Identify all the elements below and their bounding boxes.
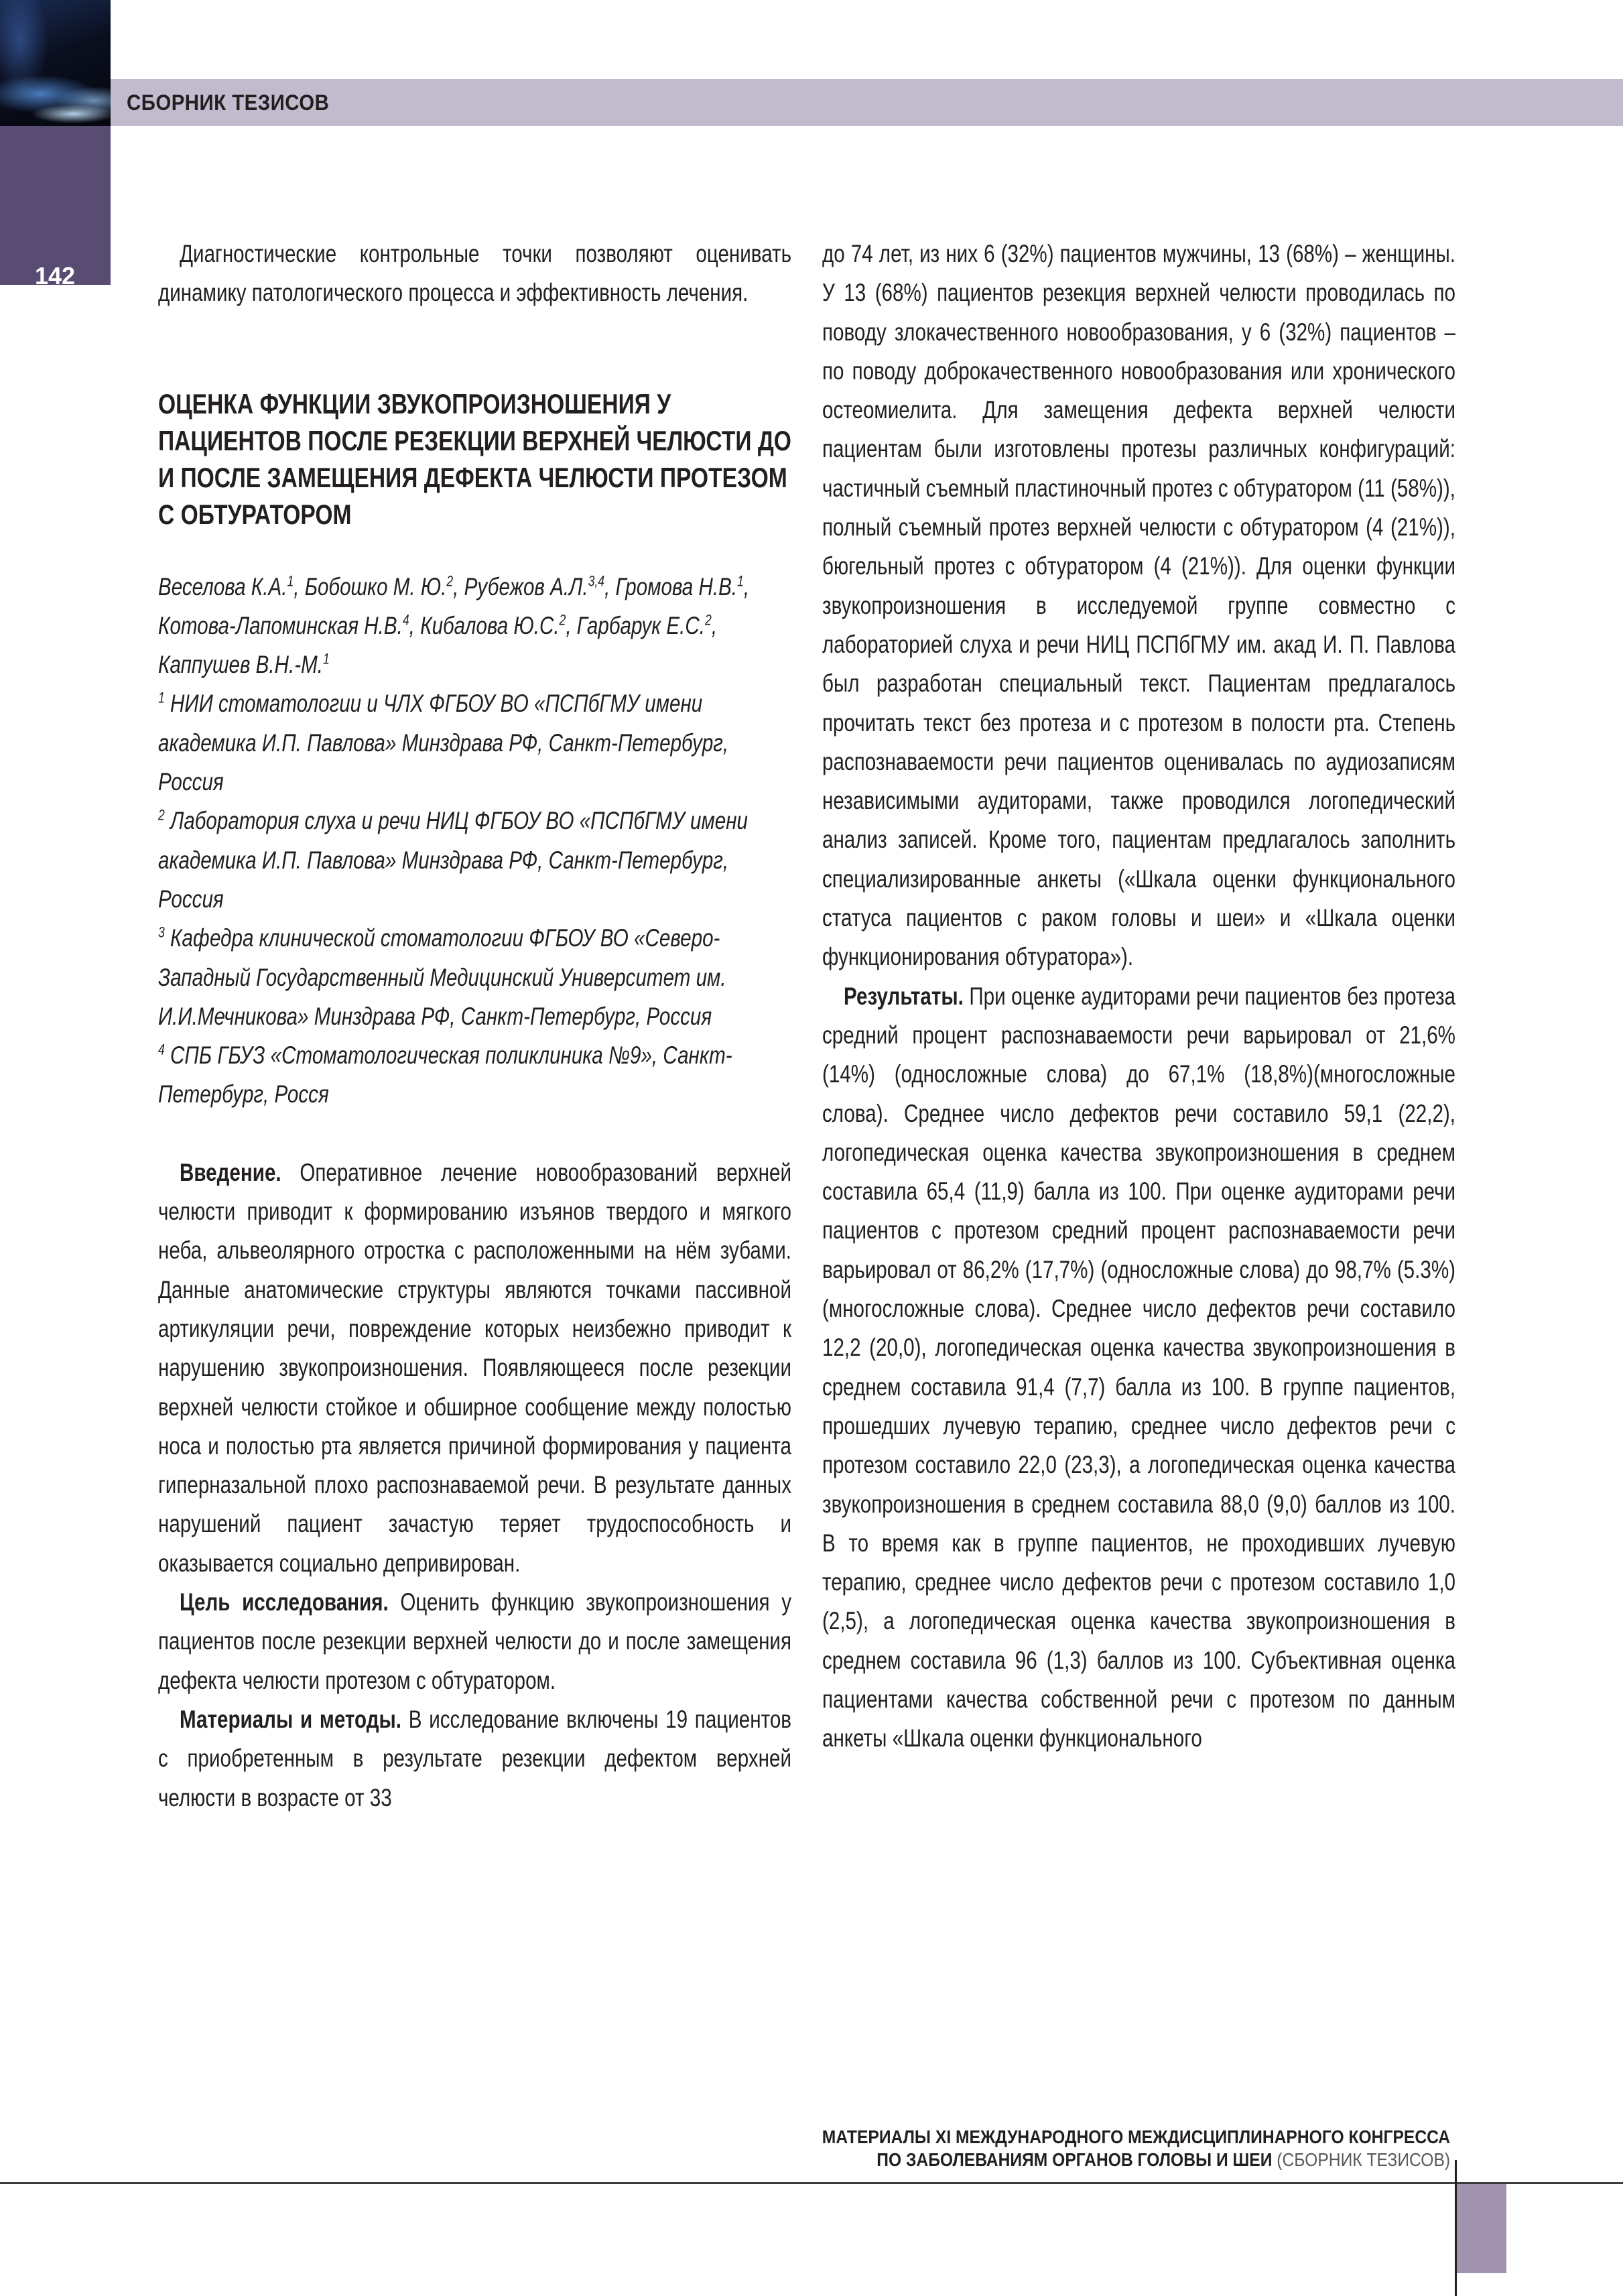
running-header-bar <box>111 79 1623 126</box>
footer-line-2-light: (СБОРНИК ТЕЗИСОВ) <box>1272 2149 1450 2170</box>
affiliation-marker: 1 <box>737 572 744 590</box>
section-text-introduction: Оперативное лечение новообразований верхней челюсти приводит к формированию изъянов твердого и мягкого неба, альвеолярного отростка с расположенными на нём зубами. Данные анатомические структуры являются точками пассивной артикуляции речи, повреждение которых неизбежно приводит к нарушению звукопроизношения. Появляющееся после резекции верхней челюсти стойкое и обширное сообщение между полостью носа и полостью рта является причиной формирования у пациента гиперназальной плохо распознаваемой речи. В результате данных нарушений пациент зачастую теряет трудоспособность и оказывается социально депривирован. <box>158 1158 792 1577</box>
affiliation-number: 2 <box>158 807 165 824</box>
affiliation-number: 1 <box>158 690 165 707</box>
affiliation-marker: 1 <box>322 650 330 667</box>
author-name: Каппушев В.Н.-М. <box>158 651 323 679</box>
affiliation: $^2$ Лаборатория слуха и речи НИЦ ФГБОУ ВО «ПСПбГМУ имени академика И.П. Павлова» Минздрава РФ, Санкт-Петербург, Россия <box>158 807 748 913</box>
affiliation-number: 3 <box>158 923 165 941</box>
author-list <box>158 568 791 1114</box>
affiliation-marker: 3,4 <box>588 572 605 590</box>
author-name: Котова-Лапоминская Н.В. <box>158 611 403 639</box>
footer-line-1: МАТЕРИАЛЫ XI МЕЖДУНАРОДНОГО МЕЖДИСЦИПЛИНАРНОГО КОНГРЕССА <box>822 2126 1450 2147</box>
affiliation-marker: 2 <box>446 572 454 590</box>
section-aim <box>158 1583 791 1700</box>
footer-line-2 <box>822 2149 1450 2171</box>
author-name: Кибалова Ю.С. <box>420 611 560 639</box>
author-name: Веселова К.А. <box>158 572 287 600</box>
affiliation-marker: 4 <box>402 611 409 629</box>
affiliation: $^1$ НИИ стоматологии и ЧЛХ ФГБОУ ВО «ПСПбГМУ имени академика И.П. Павлова» Минздрава РФ, Санкт-Петербург, Россия <box>158 690 729 796</box>
section-text-aim: Оценить функцию звукопроизношения у пациентов после резекции верхней челюсти до и после замещения дефекта челюсти протезом с обтуратором. <box>158 1588 791 1694</box>
affiliation-marker: 2 <box>559 611 566 629</box>
affiliation-number: 4 <box>158 1041 165 1058</box>
footer-line-2-bold: ПО ЗАБОЛЕВАНИЯМ ОРГАНОВ ГОЛОВЫ И ШЕИ <box>877 2149 1273 2170</box>
footer-accent-square <box>1457 2184 1506 2273</box>
footer-rule <box>0 2182 1623 2184</box>
section-lead-methods: Материалы и методы. <box>180 1705 401 1733</box>
affiliation-marker: 2 <box>705 611 712 629</box>
section-methods <box>158 1700 791 1817</box>
author-name: Бобошко М. Ю. <box>304 572 447 600</box>
author-name: Громова Н.В. <box>615 572 738 600</box>
page-number-block <box>0 126 111 290</box>
previous-article-ending: Диагностические контрольные точки позволяют оценивать динамику патологического процесса и эффективность лечения. <box>158 240 791 307</box>
left-column <box>158 235 791 1817</box>
affiliation: $^4$ СПБ ГБУЗ «Стоматологическая поликлиника №9», Санкт-Петербург, Росся <box>158 1041 732 1108</box>
affiliation-marker: 1 <box>287 572 294 590</box>
section-lead-introduction: Введение. <box>180 1158 281 1186</box>
affiliation: $^3$ Кафедра клинической стоматологии ФГБОУ ВО «Северо-Западный Государственный Медицинский Университет им. И.И.Мечникова» Минздрава РФ, Санкт-Петербург, Россия <box>158 923 726 1030</box>
section-lead-aim: Цель исследования. <box>180 1588 389 1616</box>
article-title: ОЦЕНКА ФУНКЦИИ ЗВУКОПРОИЗНОШЕНИЯ У ПАЦИЕНТОВ ПОСЛЕ РЕЗЕКЦИИ ВЕРХНЕЙ ЧЕЛЮСТИ ДО И ПОСЛЕ ЗАМЕЩЕНИЯ ДЕФЕКТА ЧЕЛЮСТИ ПРОТЕЗОМ С ОБТУРАТОРОМ <box>158 387 791 530</box>
running-header-title: СБОРНИК ТЕЗИСОВ <box>127 90 330 115</box>
section-lead-results: Результаты. <box>844 982 964 1010</box>
author-name: Гарбарук Е.С. <box>576 611 706 639</box>
section-text-methods: В исследование включены 19 пациентов с приобретенным в результате резекции дефектом верхней челюсти в возрасте от 33 <box>158 1705 791 1811</box>
page-number: 142 <box>35 262 76 290</box>
author-name: Рубежов А.Л. <box>464 572 588 600</box>
affiliations <box>158 684 791 1114</box>
section-results <box>822 977 1455 1759</box>
methods-continuation: до 74 лет, из них 6 (32%) пациентов мужчины, 13 (68%) – женщины. У 13 (68%) пациентов резекция верхней челюсти проводилась по поводу злокачественного новообразования, у 6 (32%) пациентов – по поводу доброкачественного новообразования или хронического остеомиелита. Для замещения дефекта верхней челюсти пациентам были изготовлены протезы различных конфигураций: частичный съемный пластиночный протез с обтуратором (11 (58%)), полный съемный протез верхней челюсти с обтуратором (4 (21%)), бюгельный протез с обтуратором (4 (21%)). Для оценки функции звукопроизношения в исследуемой группе совместно с лабораторией слуха и речи НИЦ ПСПбГМУ им. акад И. П. Павлова был разработан специальный текст. Пациентам предлагалось прочитать текст без протеза и с протезом в полости рта. Степень распознаваемости речи пациентов оценивалась по аудиозаписям независимыми аудиторами, также проводился логопедический анализ записей. Кроме того, пациентам предлагалось заполнить специализированные анкеты («Шкала оценки функционального статуса пациентов с раком головы и шеи» и «Шкала оценки функционирования обтуратора»). <box>822 240 1455 971</box>
section-text-results: При оценке аудиторами речи пациентов без протеза средний процент распознаваемости речи варьировал от 21,6% (14%) (односложные слова) до 67,1% (18,8%)(многосложные слова). Среднее число дефектов речи составило 59,1 (22,2), логопедическая оценка качества звукопроизношения в среднем составила 65,4 (11,9) балла из 100. При оценке аудиторами речи пациентов с протезом средний процент распознаваемости речи варьировал от 86,2% (17,7%) (односложные слова) до 98,7% (5.3%) (многосложные слова). Среднее число дефектов речи составило 12,2 (20,0), логопедическая оценка качества звукопроизношения в среднем составила 91,4 (7,7) балла из 100. В группе пациентов, прошедших лучевую терапию, среднее число дефектов речи с протезом составило 22,0 (23,3), а логопедическая оценка качества звукопроизношения в среднем составила 88,0 (9,0) баллов из 100. В то время как в группе пациентов, не проходивших лучевую терапию, среднее число дефектов речи с протезом составило 1,0 (2,5), а логопедическая оценка качества звукопроизношения в среднем составила 96 (1,3) баллов из 100. Субъективная оценка пациентами качества собственной речи с протезом по данным анкеты «Шкала оценки функционального <box>822 982 1455 1752</box>
right-column <box>822 235 1455 1759</box>
footer-publication-title <box>822 2126 1450 2171</box>
section-introduction <box>158 1153 791 1583</box>
decorative-abstract-light-image <box>0 0 111 126</box>
authors-line: Веселова К.А.$^1$, Бобошко М. Ю.$^2$, Рубежов А.Л.$^{3,4}$, Громова Н.В.$^1$, Котова-Лапоминская Н.В.$^4$, Кибалова Ю.С.$^2$, Гарбарук Е.С.$^2$, Каппушев В.Н.-М.$^1$ <box>158 572 750 679</box>
